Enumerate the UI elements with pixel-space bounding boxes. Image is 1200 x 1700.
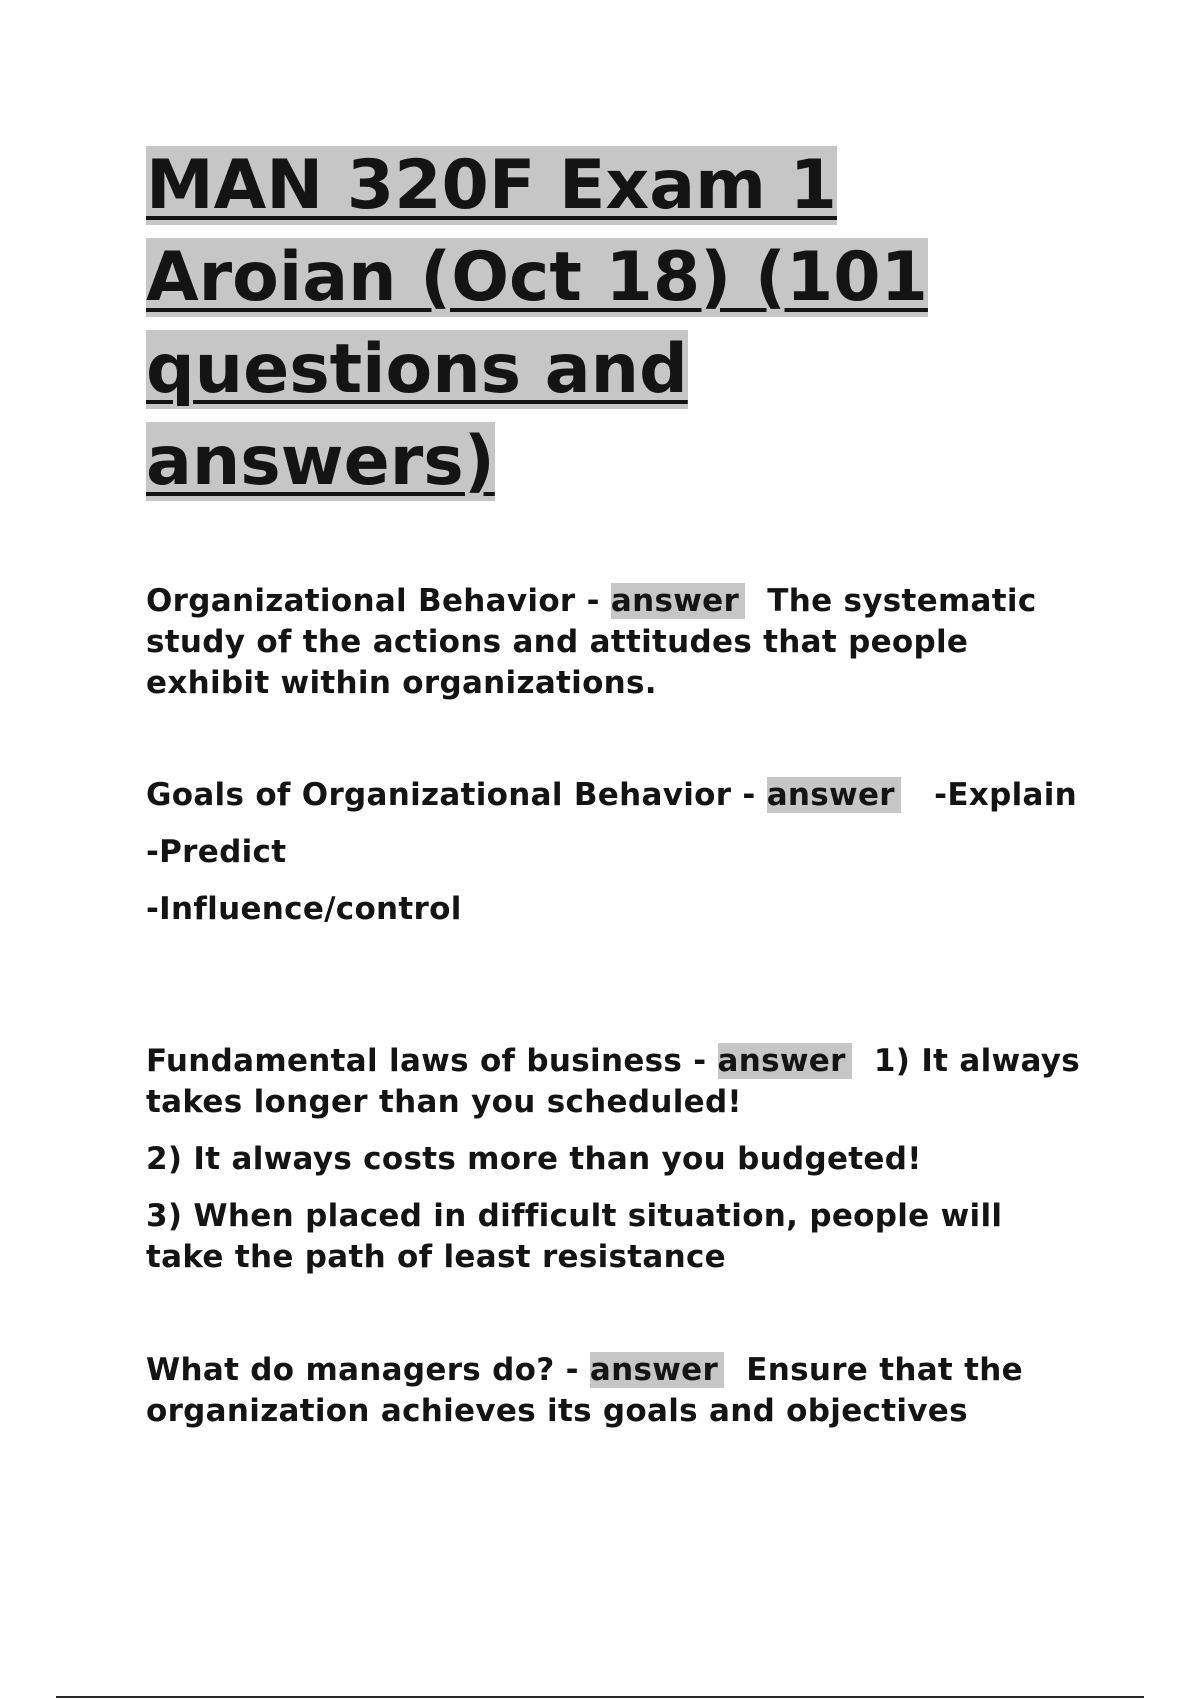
title-line: answers)	[146, 422, 495, 501]
qa-term: Organizational Behavior -	[146, 583, 611, 619]
qa-answer-text: 1) It always takes longer than you scheduled!	[146, 1043, 1092, 1120]
qa-entry-managers	[146, 1350, 1086, 1432]
qa-first-line	[146, 1041, 1092, 1123]
answer-tag: answer	[767, 777, 901, 813]
document-title	[146, 140, 1066, 508]
qa-answer-text: -Explain	[900, 777, 1078, 813]
qa-answer-line: 3) When placed in difficult situation, people will take the path of least resistance	[146, 1198, 1003, 1275]
title-line: questions and	[146, 330, 688, 409]
qa-answer-text: The systematic study of the actions and attitudes that people exhibit within organizations.	[146, 583, 1048, 701]
qa-answer-line: 2) It always costs more than you budgeted!	[146, 1141, 922, 1177]
answer-tag: answer	[611, 583, 745, 619]
qa-answer-line: -Influence/control	[146, 891, 462, 927]
qa-answer-text: Ensure that the organization achieves its goals and objectives	[146, 1352, 1035, 1429]
qa-entry-organizational-behavior	[146, 581, 1086, 704]
qa-first-line	[146, 775, 1086, 816]
qa-first-line	[146, 581, 1086, 704]
qa-answer-line: -Predict	[146, 834, 287, 870]
qa-term: Goals of Organizational Behavior -	[146, 777, 767, 813]
title-line: MAN 320F Exam 1	[146, 146, 837, 225]
bottom-divider	[56, 1696, 1144, 1698]
qa-first-line	[146, 1350, 1086, 1432]
qa-term: Fundamental laws of business -	[146, 1043, 718, 1079]
qa-entry-goals	[146, 775, 1086, 930]
qa-term: What do managers do? -	[146, 1352, 590, 1388]
answer-tag: answer	[718, 1043, 852, 1079]
qa-entry-fundamental-laws	[146, 1041, 1092, 1278]
answer-tag: answer	[590, 1352, 724, 1388]
title-line: Aroian (Oct 18) (101	[146, 238, 928, 317]
